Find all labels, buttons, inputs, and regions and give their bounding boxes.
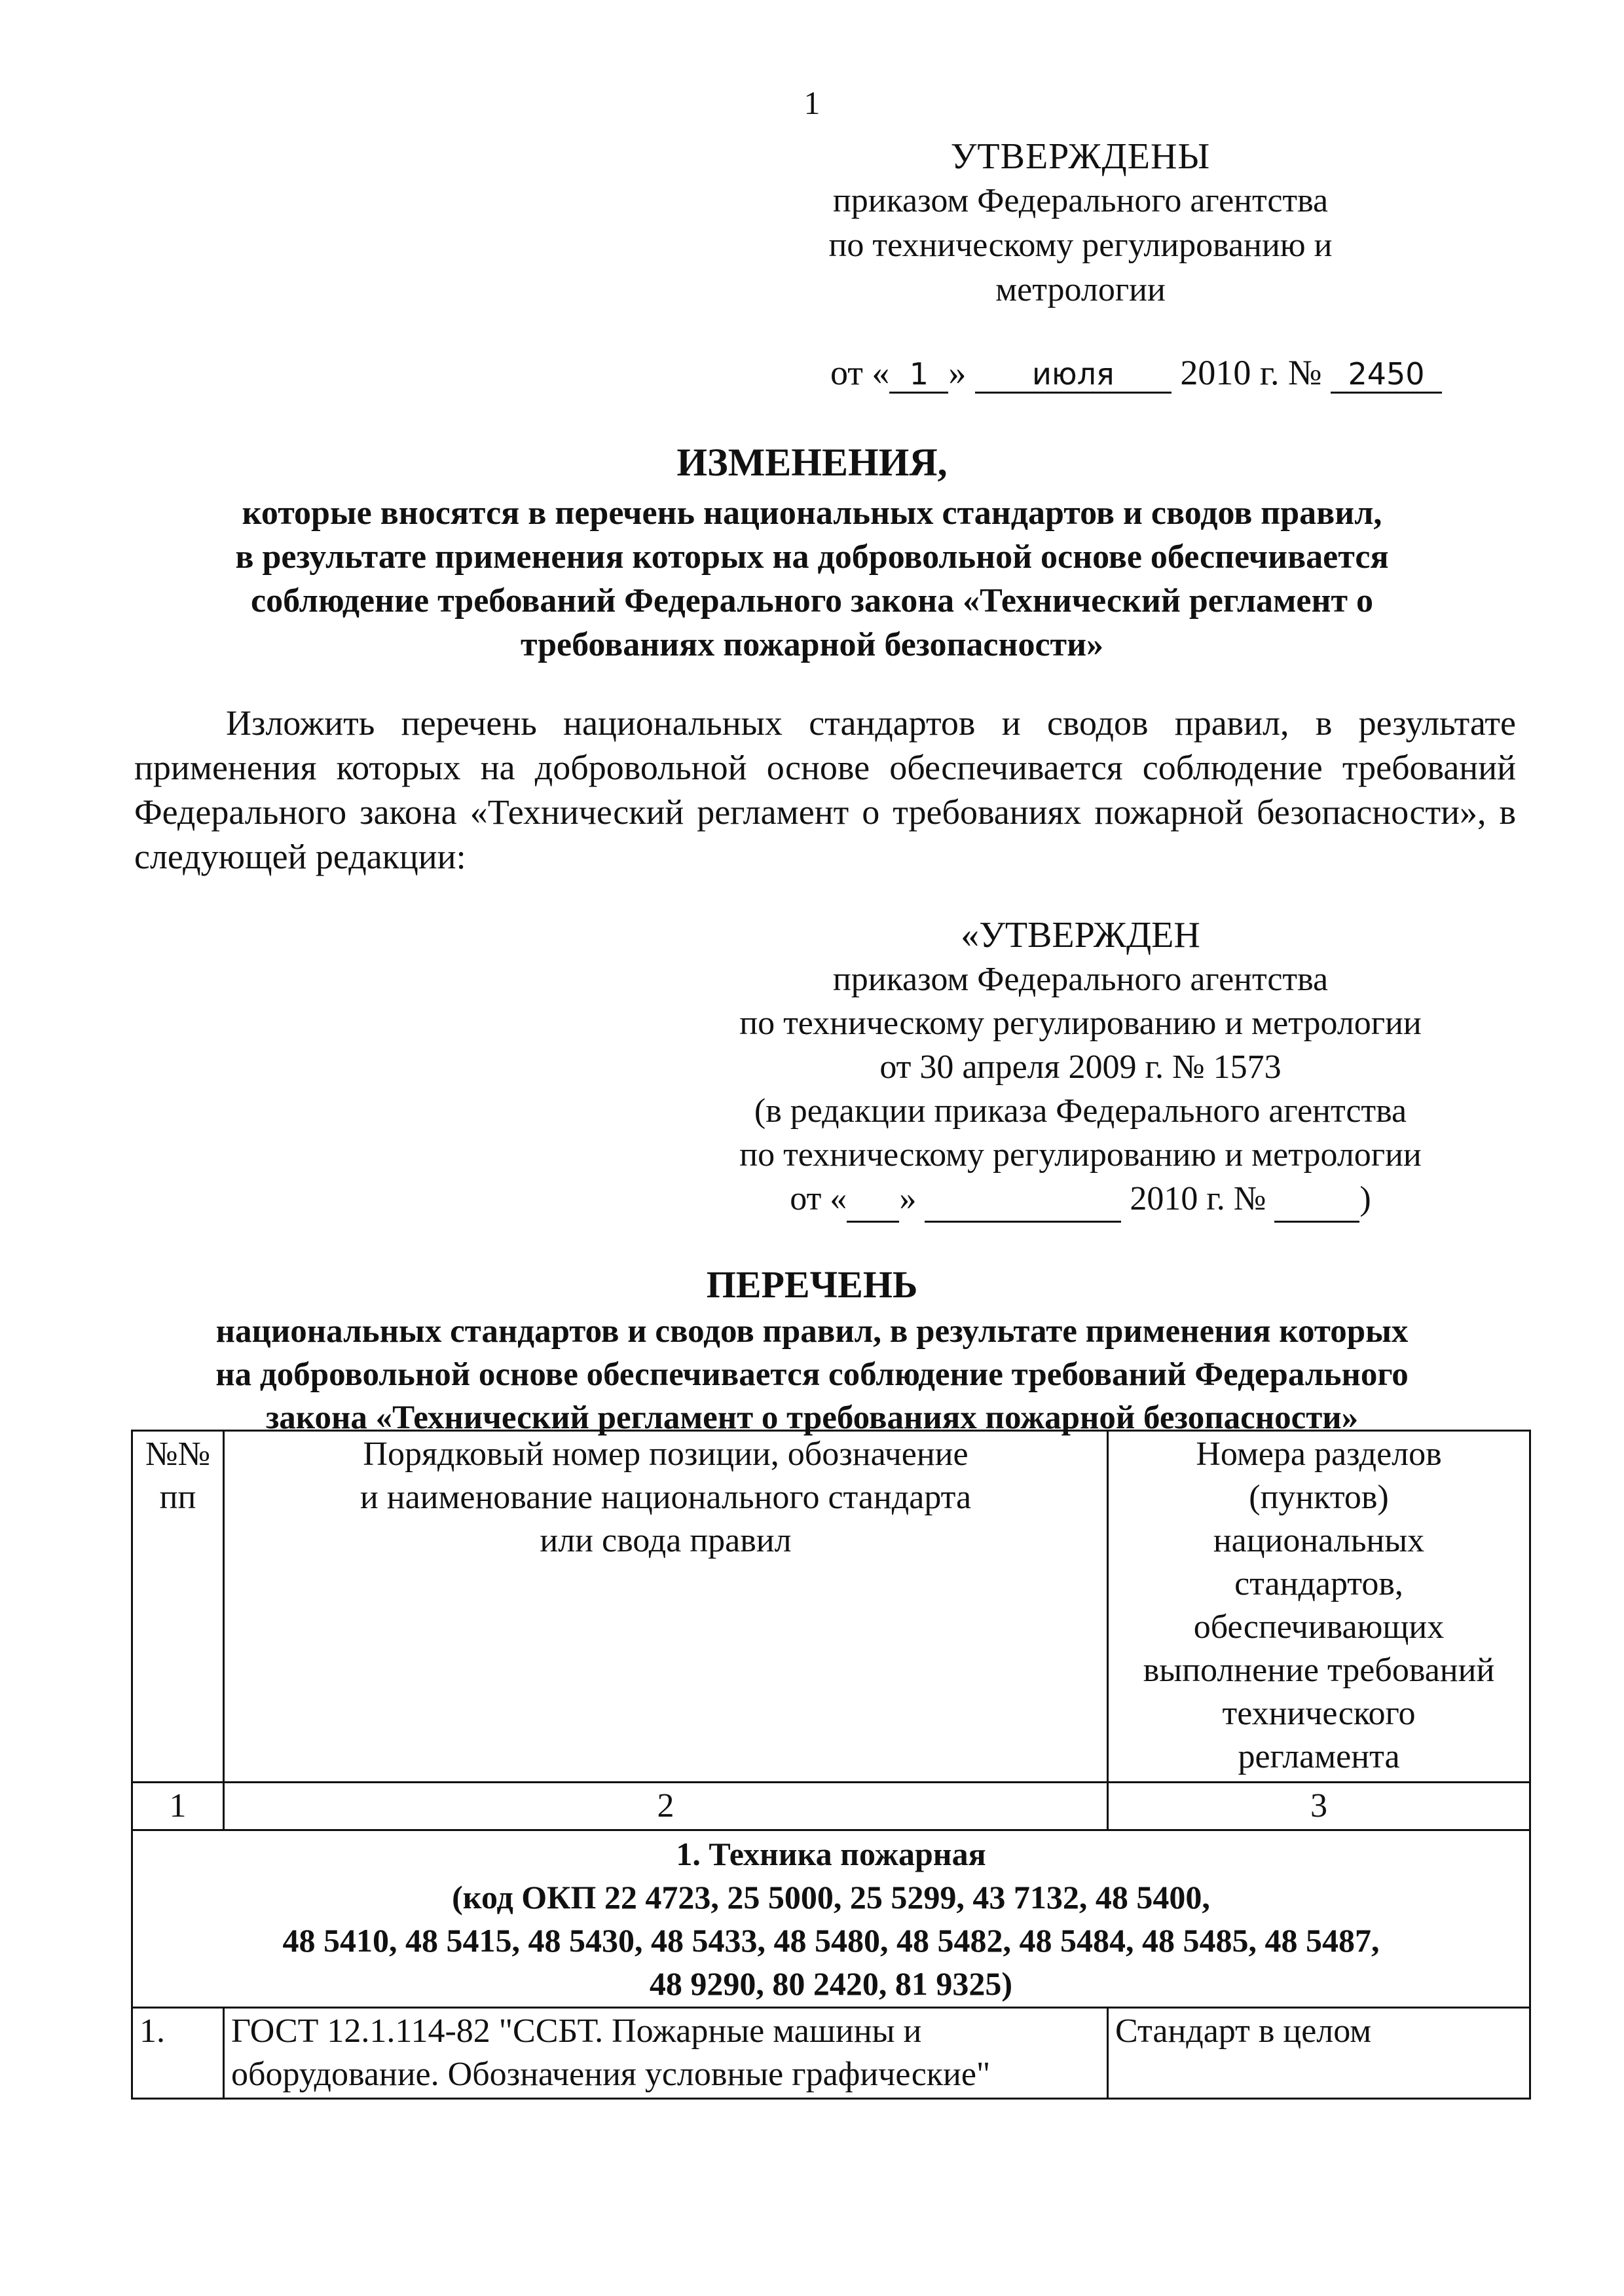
header-sections-line: регламента (1238, 1738, 1400, 1775)
approved2-last-line (622, 1177, 1539, 1223)
changes-line: которые вносятся в перечень национальных стандартов и сводов правил, (242, 494, 1382, 532)
row-name-line: ГОСТ 12.1.114-82 "ССБТ. Пожарные машины и (231, 2012, 922, 2050)
header-sections-line: обеспечивающих (1193, 1608, 1445, 1646)
order-mid: » (948, 353, 967, 392)
header-sections-line: (пунктов) (1249, 1479, 1389, 1516)
list-line: национальных стандартов и сводов правил, в результате применения которых (215, 1313, 1409, 1350)
changes-line: соблюдение требований Федерального закона «Технический регламент о (251, 582, 1373, 620)
approved2-mid: » (899, 1180, 917, 1217)
section-line: 48 9290, 80 2420, 81 9325) (649, 1965, 1013, 2002)
page-number: 1 (803, 84, 821, 121)
changes-subtitle (157, 491, 1467, 667)
order-year: 2010 г. № (1180, 353, 1322, 392)
header-num-line: пп (159, 1479, 196, 1516)
section-row (132, 1830, 1530, 2008)
order-month: июля (975, 356, 1172, 394)
approved2-prefix: от « (790, 1180, 847, 1217)
approval-title: УТВЕРЖДЕНЫ (950, 136, 1211, 177)
order-line (830, 352, 1442, 394)
header-num-line: №№ (145, 1435, 211, 1473)
order-day: 1 (889, 356, 948, 394)
section-title: 1. Техника пожарная (676, 1836, 986, 1872)
approved2-line: от 30 апреля 2009 г. № 1573 (879, 1048, 1282, 1086)
table-header-row (132, 1431, 1530, 1783)
approved2-line: приказом Федерального агентства (832, 961, 1329, 998)
changes-line: в результате применения которых на добровольной основе обеспечивается (235, 538, 1389, 576)
approved2-year: 2010 г. № (1130, 1180, 1266, 1217)
order-number: 2450 (1331, 356, 1442, 394)
column-number: 2 (224, 1783, 1108, 1830)
approval-line: приказом Федерального агентства (832, 182, 1329, 219)
approval-line: по техническому регулированию и (828, 227, 1333, 264)
header-name-line: и наименование национального стандарта (360, 1479, 972, 1516)
header-name-line: или свода правил (540, 1522, 792, 1559)
approval-line: метрологии (995, 271, 1166, 308)
row-sections: Стандарт в целом (1108, 2008, 1530, 2099)
approval-block (753, 134, 1408, 312)
order-prefix: от « (830, 353, 890, 392)
column-number-row (132, 1783, 1530, 1830)
approved2-line: (в редакции приказа Федерального агентства (754, 1092, 1407, 1130)
column-number: 3 (1108, 1783, 1530, 1830)
list-subtitle (131, 1310, 1493, 1439)
row-num: 1. (132, 2008, 224, 2099)
intro-paragraph: Изложить перечень национальных стандартов и сводов правил, в результате применения которых на добровольной основе обеспечивается соблюдение требований Федерального закона «Технический регламент о требованиях пожарной безопасности», в следующей редакции: (134, 703, 1516, 876)
standards-table (131, 1430, 1531, 2100)
header-sections-line: выполнение требований (1143, 1652, 1495, 1689)
header-name-line: Порядковый номер позиции, обозначение (363, 1435, 969, 1473)
changes-line: требованиях пожарной безопасности» (520, 626, 1104, 663)
approved2-title: «УТВЕРЖДЕН (961, 915, 1200, 955)
approved2-close: ) (1359, 1180, 1371, 1217)
header-sections-line: стандартов, (1234, 1565, 1403, 1602)
blank-month (925, 1177, 1121, 1223)
list-title: ПЕРЕЧЕНЬ (706, 1263, 918, 1306)
header-sections-line: Номера разделов (1196, 1435, 1442, 1473)
blank-day (847, 1177, 899, 1223)
list-line: на добровольной основе обеспечивается соблюдение требований Федерального (215, 1356, 1409, 1393)
row-name (224, 2008, 1108, 2099)
header-sections-line: национальных (1213, 1522, 1425, 1559)
list-line: закона «Технический регламент о требованиях пожарной безопасности» (265, 1399, 1359, 1436)
row-name-line: оборудование. Обозначения условные графические" (231, 2056, 991, 2093)
blank-number (1274, 1177, 1359, 1223)
header-sections-line: технического (1222, 1695, 1416, 1732)
header-num (132, 1431, 224, 1783)
changes-title: ИЗМЕНЕНИЯ, (676, 441, 948, 484)
approved-block-2 (622, 914, 1539, 1223)
column-number: 1 (132, 1783, 224, 1830)
section-cell (132, 1830, 1530, 2008)
approved2-line: по техническому регулированию и метрологии (739, 1005, 1422, 1042)
table-row (132, 2008, 1530, 2099)
header-name (224, 1431, 1108, 1783)
section-line: (код ОКП 22 4723, 25 5000, 25 5299, 43 7132, 48 5400, (452, 1879, 1210, 1916)
header-sections (1108, 1431, 1530, 1783)
approved2-line: по техническому регулированию и метрологии (739, 1136, 1422, 1174)
section-line: 48 5410, 48 5415, 48 5430, 48 5433, 48 5480, 48 5482, 48 5484, 48 5485, 48 5487, (282, 1922, 1380, 1959)
